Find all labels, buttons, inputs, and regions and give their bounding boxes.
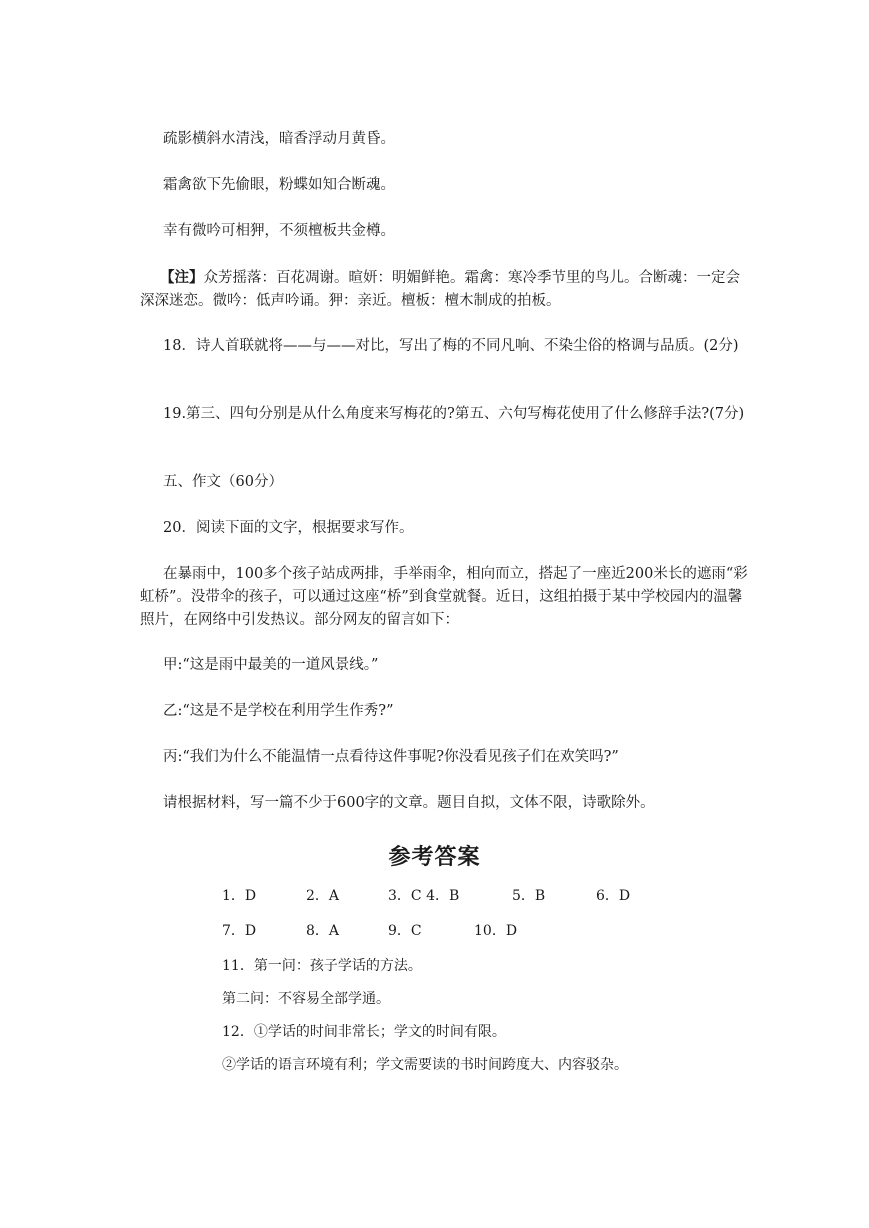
answer-5: 5．B <box>512 888 546 904</box>
answer-6: 6．D <box>596 888 631 904</box>
answer-7: 7．D <box>222 923 257 939</box>
answer-11-part-1: 11．第一问：孩子学话的方法。 <box>222 958 422 974</box>
poem-note <box>140 266 748 313</box>
answer-9: 9．C <box>388 923 422 939</box>
note-tag: 【注】 <box>160 269 204 286</box>
question-20-material: 在暴雨中，100多个孩子站成两排，手举雨伞，相向而立，搭起了一座近200米长的遮雨“彩虹桥”。没带伞的孩子，可以通过这座“桥”到食堂就餐。近日，这组拍摄于某中学校园内的温馨照片，在网络中引发热议。部分网友的留言如下： <box>140 566 748 628</box>
answer-12-point-2: ②学话的语言环境有利；学文需要读的书时间跨度大、内容驳杂。 <box>222 1057 628 1073</box>
answer-10: 10．D <box>474 923 518 939</box>
question-20-prompt: 20．阅读下面的文字，根据要求写作。 <box>163 520 414 536</box>
section-five-heading: 五、作文（60分） <box>163 474 283 490</box>
question-18: 18．诗人首联就将——与——对比，写出了梅的不同凡响、不染尘俗的格调与品质。(2分) <box>163 338 739 354</box>
poem-line-1: 疏影横斜水清浅，暗香浮动月黄昏。 <box>163 131 395 147</box>
answer-12-point-1: 12．①学话的时间非常长；学文的时间有限。 <box>222 1024 506 1040</box>
question-19: 19.第三、四句分别是从什么角度来写梅花的?第五、六句写梅花使用了什么修辞手法?(7分) <box>163 406 745 422</box>
answers-title: 参考答案 <box>388 844 481 870</box>
poem-line-2: 霜禽欲下先偷眼，粉蝶如知合断魂。 <box>163 177 395 193</box>
poem-line-3: 幸有微吟可相狎，不须檀板共金樽。 <box>163 223 395 239</box>
answer-2: 2．A <box>306 888 340 904</box>
note-text: 众芳摇落：百花凋谢。暄妍：明媚鲜艳。霜禽：寒冷季节里的鸟儿。合断魂：一定会深深迷恋。微吟：低声吟诵。狎：亲近。檀板：檀木制成的拍板。 <box>140 270 740 309</box>
answer-3-4: 3．C 4．B <box>388 888 460 904</box>
comment-c: 丙:“我们为什么不能温情一点看待这件事呢?你没看见孩子们在欢笑吗?” <box>163 749 619 765</box>
answer-1: 1．D <box>222 888 257 904</box>
writing-requirement: 请根据材料，写一篇不少于600字的文章。题目自拟，文体不限，诗歌除外。 <box>163 795 655 811</box>
comment-b: 乙:“这是不是学校在利用学生作秀?” <box>163 703 394 719</box>
answer-11-part-2: 第二问：不容易全部学通。 <box>222 991 390 1007</box>
answer-8: 8．A <box>306 923 340 939</box>
comment-a: 甲:“这是雨中最美的一道风景线。” <box>163 657 379 673</box>
